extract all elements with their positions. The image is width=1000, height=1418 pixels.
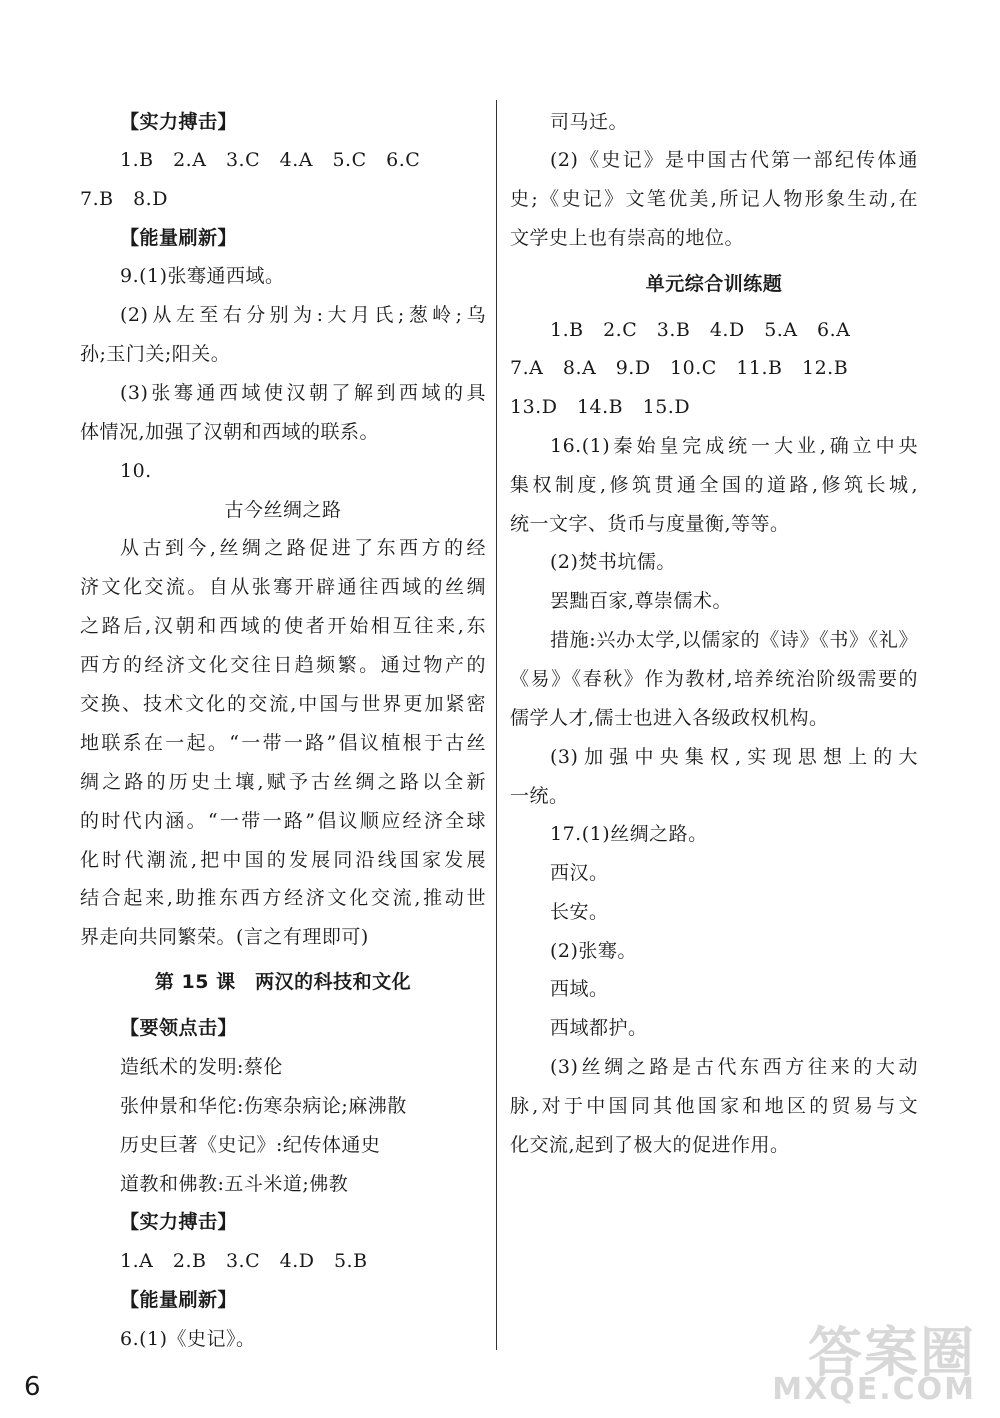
answer-line: 西域都护。 <box>550 1017 648 1039</box>
essay-line: 济文化交流。自从张骞开辟通往西域的丝绸 <box>80 576 486 598</box>
answer-line: 1.B 2.C 3.B 4.D 5.A 6.A <box>550 319 851 341</box>
answer-line: 集权制度,修筑贯通全国的道路,修筑长城, <box>510 474 918 496</box>
answer-line: 孙;玉门关;阳关。 <box>80 343 231 365</box>
column-divider <box>496 100 497 1350</box>
page-number: 6 <box>24 1372 41 1402</box>
answer-line: 10. <box>120 460 152 482</box>
answer-line: 13.D 14.B 15.D <box>510 396 691 418</box>
section-heading: 【要领点击】 <box>120 1017 238 1039</box>
section-heading: 【能量刷新】 <box>120 1289 238 1311</box>
answer-line: 17.(1)丝绸之路。 <box>550 823 708 845</box>
answer-line: (3)丝绸之路是古代东西方往来的大动 <box>550 1056 918 1078</box>
answer-line: 造纸术的发明:蔡伦 <box>120 1056 283 1078</box>
answer-line: 1.B 2.A 3.C 4.A 5.C 6.C <box>120 149 421 171</box>
answer-line: 史;《史记》文笔优美,所记人物形象生动,在 <box>510 188 918 210</box>
essay-line: 的时代内涵。“一带一路”倡议顺应经济全球 <box>80 810 486 832</box>
answer-line: 罢黜百家,尊崇儒术。 <box>550 590 733 612</box>
section-heading: 【实力搏击】 <box>120 111 238 133</box>
answer-line: 化交流,起到了极大的促进作用。 <box>510 1134 790 1156</box>
answer-line: 体情况,加强了汉朝和西域的联系。 <box>80 421 380 443</box>
watermark-url: MXQE.COM <box>772 1372 976 1407</box>
essay-line: 西方的经济文化交往日趋频繁。通过物产的 <box>80 654 486 676</box>
essay-line: 绸之路的历史土壤,赋予古丝绸之路以全新 <box>80 771 486 793</box>
essay-line: 从古到今,丝绸之路促进了东西方的经 <box>120 537 486 559</box>
answer-line: 16.(1)秦始皇完成统一大业,确立中央 <box>550 435 918 457</box>
answer-line: (2)《史记》是中国古代第一部纪传体通 <box>550 149 918 171</box>
essay-line: 结合起来,助推东西方经济文化交流,推动世 <box>80 887 486 909</box>
essay-line: 地联系在一起。“一带一路”倡议植根于古丝 <box>80 732 486 754</box>
section-heading: 【能量刷新】 <box>120 227 238 249</box>
answer-line: (2)张骞。 <box>550 940 637 962</box>
essay-line: 交换、技术文化的交流,中国与世界更加紧密 <box>80 693 486 715</box>
answer-line: 7.B 8.D <box>80 188 168 210</box>
answer-line: 9.(1)张骞通西域。 <box>120 265 285 287</box>
essay-line: 之路后,汉朝和西域的使者开始相互往来,东 <box>80 615 486 637</box>
answer-line: 1.A 2.B 3.C 4.D 5.B <box>120 1250 368 1272</box>
answer-line: (3)加强中央集权,实现思想上的大 <box>550 746 918 768</box>
watermark-logo <box>772 1310 986 1410</box>
section-heading: 【实力搏击】 <box>120 1211 238 1233</box>
lesson-title: 第 15 课 两汉的科技和文化 <box>154 971 412 993</box>
answer-line: 司马迁。 <box>550 111 629 133</box>
answer-line: 西域。 <box>550 978 609 1000</box>
essay-line: 界走向共同繁荣。(言之有理即可) <box>80 926 369 948</box>
answer-line: 7.A 8.A 9.D 10.C 11.B 12.B <box>510 357 849 379</box>
answer-line: (2)焚书坑儒。 <box>550 551 676 573</box>
answer-line: 一统。 <box>510 785 569 807</box>
essay-line: 化时代潮流,把中国的发展同沿线国家发展 <box>80 849 486 871</box>
answer-line: 文学史上也有崇高的地位。 <box>510 227 745 249</box>
answer-line: 西汉。 <box>550 862 609 884</box>
answer-line: 6.(1)《史记》。 <box>120 1328 256 1350</box>
answer-line: (3)张骞通西域使汉朝了解到西域的具 <box>120 382 486 404</box>
answer-line: 道教和佛教:五斗米道;佛教 <box>120 1173 349 1195</box>
answer-line: (2)从左至右分别为:大月氏;葱岭;乌 <box>120 304 486 326</box>
essay-title: 古今丝绸之路 <box>224 499 342 521</box>
answer-line: 统一文字、货币与度量衡,等等。 <box>510 513 790 535</box>
answer-line: 历史巨著《史记》:纪传体通史 <box>120 1134 381 1156</box>
answer-line: 措施:兴办太学,以儒家的《诗》《书》《礼》 <box>550 629 918 651</box>
answer-line: 儒学人才,儒士也进入各级政权机构。 <box>510 707 829 729</box>
answer-line: 《易》《春秋》作为教材,培养统治阶级需要的 <box>510 668 918 690</box>
answer-line: 长安。 <box>550 901 609 923</box>
answer-line: 脉,对于中国同其他国家和地区的贸易与文 <box>510 1095 918 1117</box>
answer-line: 张仲景和华佗:伤寒杂病论;麻沸散 <box>120 1095 407 1117</box>
unit-title: 单元综合训练题 <box>645 273 783 295</box>
watermark-text: 答案圈 <box>808 1321 976 1384</box>
